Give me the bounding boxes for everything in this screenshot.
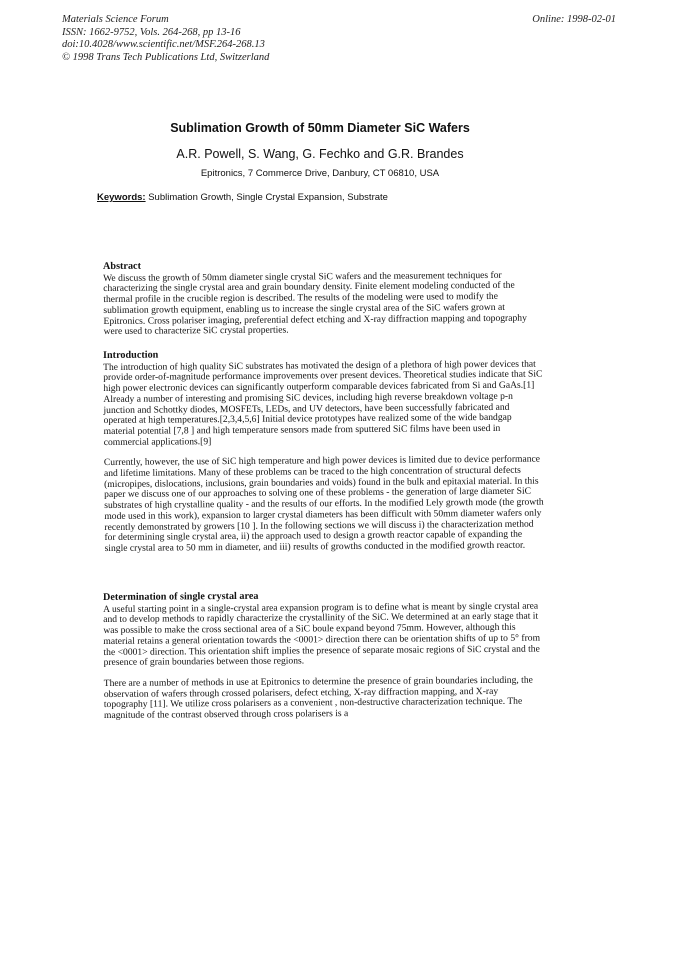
paper-title: Sublimation Growth of 50mm Diameter SiC Wafers <box>170 121 470 135</box>
determination-section <box>103 590 544 722</box>
introduction-section <box>103 348 545 555</box>
journal-header <box>62 14 269 64</box>
doi-link[interactable]: doi:10.4028/www.scientific.net/MSF.264-268.13 <box>62 39 265 50</box>
abstract-section <box>103 259 544 338</box>
determination-heading: Determination of single crystal area <box>102 590 259 603</box>
copyright-line: © 1998 Trans Tech Publications Ltd, Switzerland <box>62 51 270 63</box>
determination-paragraph-2: There are a number of methods in use at Epitronics to determine the presence of grain boundaries including, the observation of wafers through crossed polarisers, defect etching, X-ray diffraction mapping, and X-ray topography [11]. We utilize cross polarisers as a convenient , non-destructive characterization technique. The magnitude of the contrast observed through cross polarisers is a <box>103 674 533 722</box>
journal-name: Materials Science Forum <box>62 14 169 25</box>
online-date: Online: 1998-02-01 <box>532 14 616 25</box>
introduction-heading: Introduction <box>102 349 159 361</box>
abstract-text: We discuss the growth of 50mm diameter single crystal SiC wafers and the measurement techniques for characterizing the single crystal area and grain boundary density. Finite element modeling conducted of the thermal profile in the crucible region is described. The results of the modeling were used to modify the sublimation growth equipment, enabling us to increase the single crystal area of the SiC wafers grown at Epitronics. Cross polariser imaging, preferential defect etching and X-ray diffraction mapping and topography were used to characterize SiC crystal properties. <box>103 269 527 338</box>
introduction-paragraph-2: Currently, however, the use of SiC high temperature and high power devices is limited due to device performance and lifetime limitations. Many of these problems can be traced to the high concentration of structural defects (micropipes, dislocations, inclusions, grain boundaries and voids) found in the bulk and epitaxial material. In this paper we discuss one of our approaches to solving one of these problems - the generation of large diameter SiC substrates of high crystalline quality - and the results of our efforts. In the modified Lely growth mode (the growth mode used in this work), expansion to larger crystal diameters has been difficult with 50mm diameter wafers only recently demonstrated by growers [10 ]. In the following sections we will discuss i) the characterization method for determining single crystal area, ii) the approach used to design a growth reactor capable of expanding the single crystal area to 50 mm in diameter, and iii) results of growths conducted in the modified growth reactor. <box>103 453 544 554</box>
keywords-label: Keywords: <box>97 192 146 203</box>
keywords-text: Sublimation Growth, Single Crystal Expansion, Substrate <box>145 192 388 203</box>
paper-authors: A.R. Powell, S. Wang, G. Fechko and G.R. Brandes <box>176 147 464 161</box>
abstract-heading: Abstract <box>102 260 141 272</box>
paper-affiliation: Epitronics, 7 Commerce Drive, Danbury, CT 06810, USA <box>200 168 440 179</box>
introduction-paragraph-1: The introduction of high quality SiC substrates has motivated the design of a plethora of high power devices that provide order-of-magnitude performance improvements over present devices. Theoretical studies indicate that SiC high power electronic devices can significantly outperform comparable devices fabricated from Si and GaAs.[1] Already a number of interesting and promising SiC devices, including high reverse breakdown voltage p-n junction and Schottky diodes, MOSFETs, LEDs, and UV detectors, have been successfully fabricated and operated at high temperatures.[2,3,4,5,6] Initial device prototypes have realized some of the wide bandgap material potential [7,8 ] and high temperature sensors made from sputtered SiC films have been used in commercial applications.[9] <box>103 358 543 448</box>
keywords-line <box>97 192 388 203</box>
determination-paragraph-1: A useful starting point in a single-crystal area expansion program is to define what is meant by single crystal area and to develop methods to rapidly characterize the crystallinity of the SiC. We determined at an early stage that it was possible to make the cross sectional area of a SiC boule expand beyond 75mm. However, although this material retains a general orientation towards the <0001> direction there can be orientation shifts of up to 5° from the <0001> direction. This orientation shift implies the presence of separate mosaic regions of SiC crystal and the presence of grain boundaries between those regions. <box>103 600 541 669</box>
issn-line: ISSN: 1662-9752, Vols. 264-268, pp 13-16 <box>62 26 241 38</box>
